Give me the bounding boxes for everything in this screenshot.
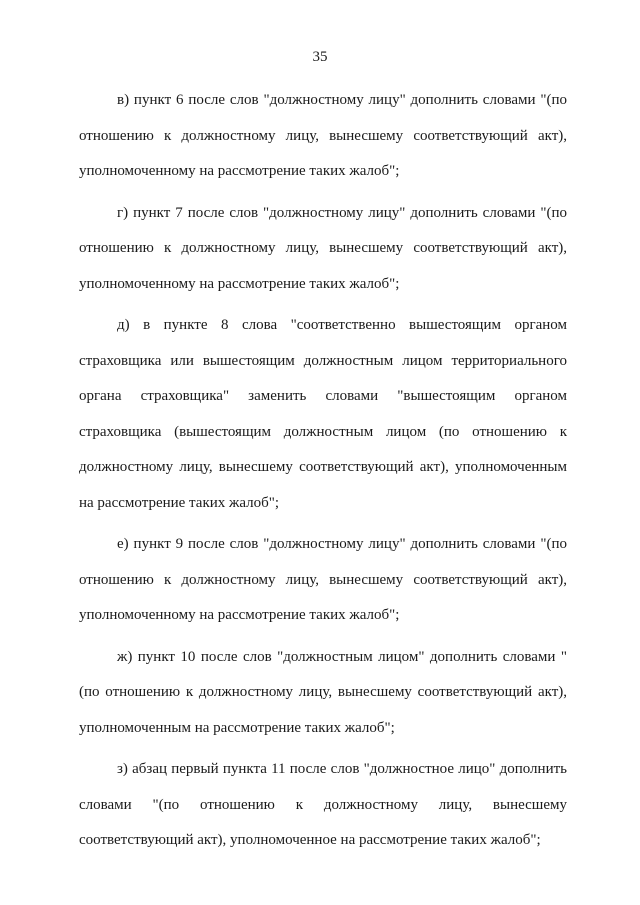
paragraph-e: е) пункт 9 после слов "должностному лицу" дополнить словами "(по отношению к должностному лицу, вынесшему соответствующий акт), уполномоченному на рассмотрение таких жалоб"; — [79, 536, 567, 623]
paragraph-d: д) в пункте 8 слова "соответственно вышестоящим органом страховщика или вышестоящим должностным лицом территориального органа страховщика" заменить словами "вышестоящим органом страховщика (вышестоящим должностным лицом (по отношению к должностному лицу, вынесшему соответствующий акт), уполномоченным на рассмотрение таких жалоб"; — [79, 317, 567, 511]
paragraph-v: в) пункт 6 после слов "должностному лицу" дополнить словами "(по отношению к должностному лицу, вынесшему соответствующий акт), уполномоченному на рассмотрение таких жалоб"; — [79, 92, 567, 179]
paragraph-zh: ж) пункт 10 после слов "должностным лицом" дополнить словами "(по отношению к должностному лицу, вынесшему соответствующий акт), уполномоченным на рассмотрение таких жалоб"; — [79, 648, 567, 736]
page-number: 35 — [312, 49, 328, 65]
paragraph-g: г) пункт 7 после слов "должностному лицу" дополнить словами "(по отношению к должностному лицу, вынесшему соответствующий акт), уполномоченному на рассмотрение таких жалоб"; — [79, 204, 567, 292]
paragraph-z: з) абзац первый пункта 11 после слов "должностное лицо" дополнить словами "(по отношению к должностному лицу, вынесшему соответствующий акт), уполномоченное на рассмотрение таких жалоб"; — [79, 761, 567, 848]
document-body — [79, 83, 567, 865]
